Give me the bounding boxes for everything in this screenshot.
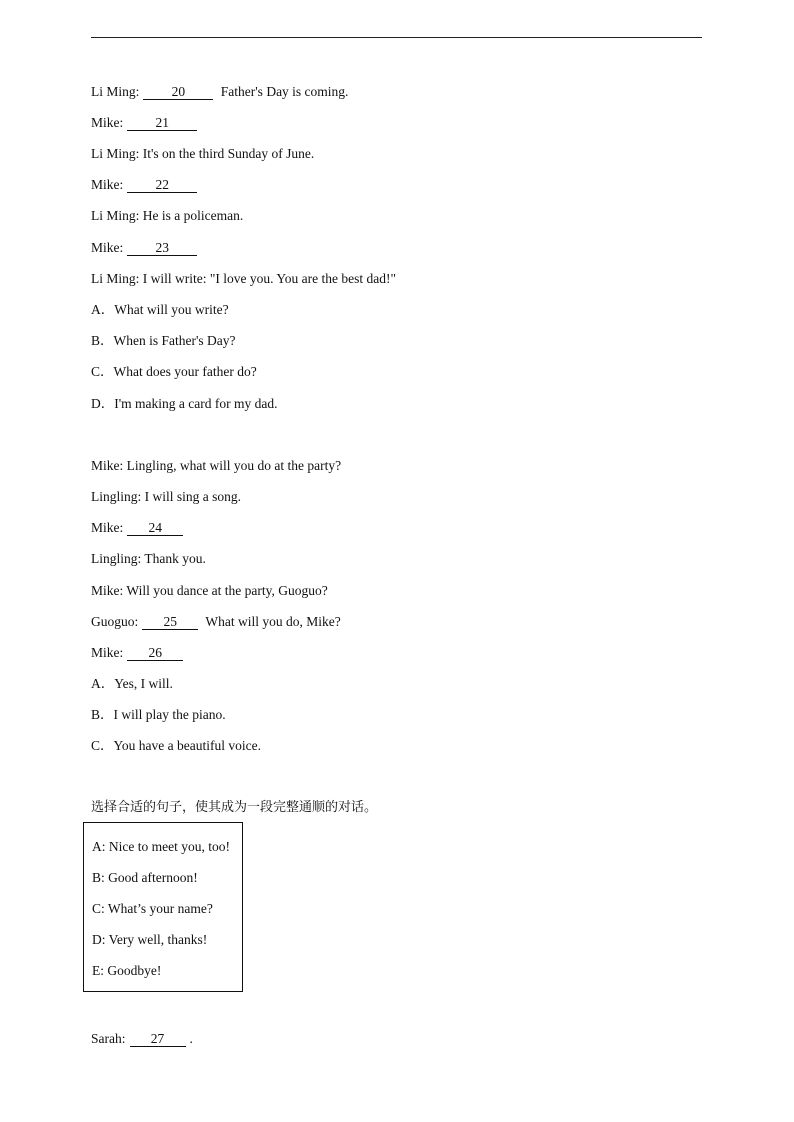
dialogue-line: Mike: 24 — [91, 520, 187, 536]
dialogue-line: Mike: 22 — [91, 177, 201, 193]
dialogue-line: Mike: Will you dance at the party, Guoguo? — [91, 583, 328, 598]
answer-blank[interactable]: 26 — [127, 646, 183, 661]
dialogue-line: Li Ming: I will write: "I love you. You are the best dad!" — [91, 271, 396, 286]
option-item: B．When is Father's Day? — [91, 333, 236, 348]
instruction-text: 选择合适的句子，使其成为一段完整通顺的对话。 — [91, 800, 378, 815]
dialogue-line: Li Ming: It's on the third Sunday of June. — [91, 146, 315, 161]
answer-blank[interactable]: 21 — [127, 116, 197, 131]
answer-blank[interactable]: 22 — [127, 178, 197, 193]
dialogue-line: Mike: 21 — [91, 115, 201, 131]
dialogue-line: Li Ming: He is a policeman. — [91, 208, 244, 223]
answer-blank[interactable]: 27 — [130, 1032, 186, 1047]
header-rule — [91, 37, 702, 38]
options-box — [83, 822, 243, 992]
dialogue-line: Lingling: I will sing a song. — [91, 489, 241, 504]
dialogue-line: Mike: Lingling, what will you do at the party? — [91, 458, 342, 473]
box-option: A: Nice to meet you, too! — [92, 839, 230, 854]
dialogue-line: Mike: 23 — [91, 240, 201, 256]
dialogue-line: Sarah: 27 . — [91, 1031, 193, 1046]
box-option: E: Goodbye! — [92, 963, 162, 978]
box-option: D: Very well, thanks! — [92, 932, 208, 947]
answer-blank[interactable]: 23 — [127, 241, 197, 256]
option-item: B．I will play the piano. — [91, 707, 226, 722]
dialogue-line: Li Ming: 20 Father's Day is coming. — [91, 84, 349, 99]
option-item: D．I'm making a card for my dad. — [91, 396, 278, 411]
box-option: C: What’s your name? — [92, 901, 213, 916]
dialogue-line: Lingling: Thank you. — [91, 551, 206, 566]
answer-blank[interactable]: 20 — [143, 85, 213, 100]
dialogue-line: Guoguo: 25 What will you do, Mike? — [91, 614, 341, 629]
answer-blank[interactable]: 24 — [127, 521, 183, 536]
answer-blank[interactable]: 25 — [142, 615, 198, 630]
option-item: C．You have a beautiful voice. — [91, 738, 261, 753]
option-item: A．What will you write? — [91, 302, 229, 317]
option-item: A．Yes, I will. — [91, 676, 173, 691]
option-item: C．What does your father do? — [91, 364, 257, 379]
box-option: B: Good afternoon! — [92, 870, 198, 885]
dialogue-line: Mike: 26 — [91, 645, 187, 661]
